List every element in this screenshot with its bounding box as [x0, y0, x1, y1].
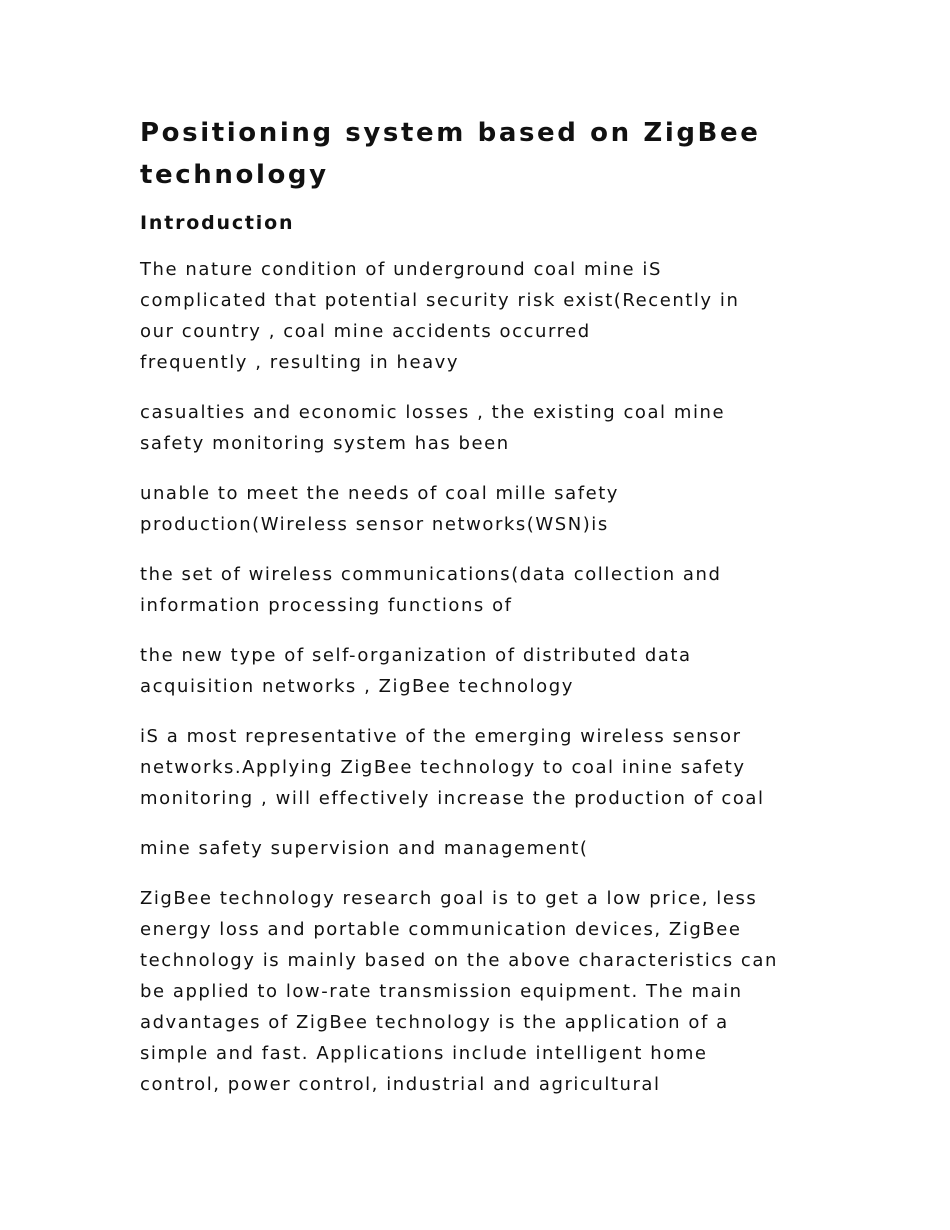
paragraph-2 [140, 397, 830, 459]
text-line: safety monitoring system has been [140, 433, 510, 454]
text-line: mine safety supervision and management( [140, 838, 589, 859]
text-line: complicated that potential security risk exist(Recently in [140, 290, 740, 311]
text-line: ZigBee technology research goal is to get a low price, less [140, 888, 758, 909]
title-line: technology [140, 160, 329, 190]
section-heading: Introduction [140, 212, 295, 234]
document-title [140, 112, 830, 196]
text-line: frequently , resulting in heavy [140, 352, 460, 373]
text-line: be applied to low-rate transmission equipment. The main [140, 981, 743, 1002]
text-line: The nature condition of underground coal mine iS [140, 259, 662, 280]
text-line: control, power control, industrial and agricultural [140, 1074, 661, 1095]
text-line: our country , coal mine accidents occurred [140, 321, 591, 342]
text-line: technology is mainly based on the above characteristics can [140, 950, 778, 971]
document-page [140, 112, 830, 1119]
text-line: monitoring , will effectively increase the production of coal [140, 788, 765, 809]
paragraph-6 [140, 721, 830, 814]
text-line: advantages of ZigBee technology is the application of a [140, 1012, 729, 1033]
title-line: Positioning system based on ZigBee [140, 118, 761, 148]
text-line: networks.Applying ZigBee technology to coal inine safety [140, 757, 746, 778]
paragraph-3 [140, 478, 830, 540]
text-line: the set of wireless communications(data collection and [140, 564, 722, 585]
text-line: casualties and economic losses , the existing coal mine [140, 402, 726, 423]
text-line: unable to meet the needs of coal mille safety [140, 483, 620, 504]
text-line: simple and fast. Applications include intelligent home [140, 1043, 708, 1064]
paragraph-4 [140, 559, 830, 621]
text-line: information processing functions of [140, 595, 513, 616]
text-line: the new type of self-organization of distributed data [140, 645, 692, 666]
paragraph-7 [140, 833, 830, 864]
paragraph-5 [140, 640, 830, 702]
text-line: acquisition networks , ZigBee technology [140, 676, 574, 697]
paragraph-1 [140, 254, 830, 378]
text-line: production(Wireless sensor networks(WSN)is [140, 514, 609, 535]
paragraph-8 [140, 883, 830, 1100]
text-line: energy loss and portable communication devices, ZigBee [140, 919, 742, 940]
text-line: iS a most representative of the emerging wireless sensor [140, 726, 742, 747]
